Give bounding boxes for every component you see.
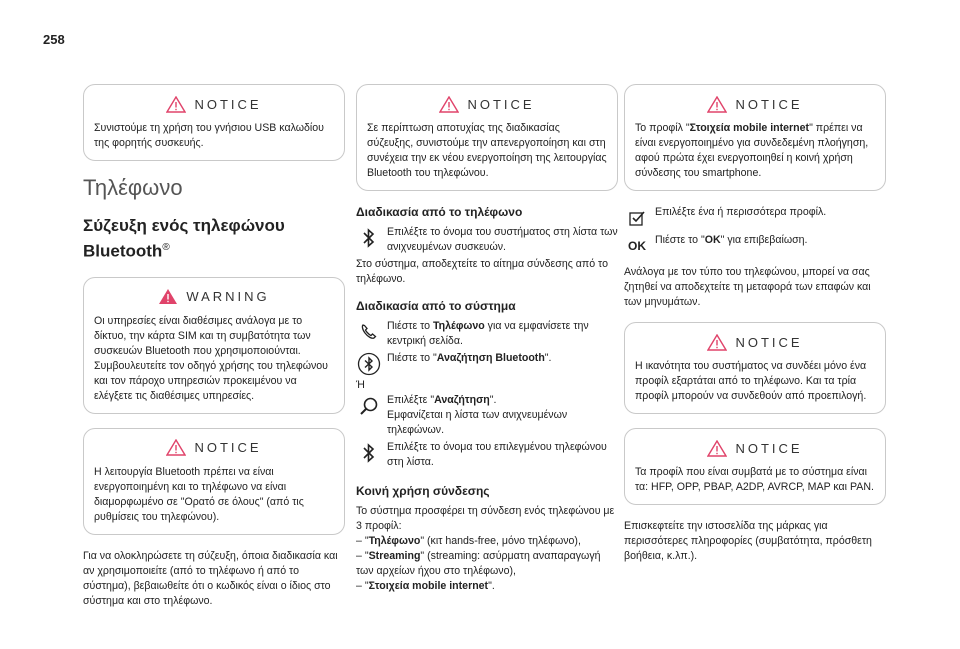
notice-title: NOTICE [194, 440, 262, 456]
bluetooth-search-icon [357, 352, 381, 376]
step-select-system: Επιλέξτε το όνομα του συστήματος στη λίστα των ανιχνευμένων συσκευών. [356, 225, 618, 255]
profile-item: – "Streaming" (streaming: ασύρματη αναπαραγωγή των αρχείων ήχου στο τηλέφωνο), [356, 550, 601, 577]
notice-title: NOTICE [194, 96, 262, 112]
notice-box-mobile-internet [624, 84, 886, 191]
ok-icon: OK [628, 239, 646, 253]
page-heading: Σύζευξη ενός τηλεφώνου Bluetooth® [83, 216, 285, 261]
phone-handset-icon [360, 323, 378, 341]
notice-title: NOTICE [735, 334, 803, 350]
shared-intro: Το σύστημα προσφέρει τη σύνδεση ενός τηλεφώνου με 3 προφίλ: [356, 505, 615, 532]
search-icon [359, 396, 379, 416]
warning-header [94, 286, 334, 308]
notice-box-usb [83, 84, 345, 161]
step-select-phone: Επιλέξτε το όνομα του επιλεγμένου τηλεφώνου στη λίστα. [356, 440, 618, 470]
notice-header [635, 331, 875, 353]
column-middle [356, 84, 618, 594]
notice-title: NOTICE [467, 96, 535, 112]
checkbox-edit-icon [628, 209, 646, 227]
heading-shared-connection: Κοινή χρήση σύνδεσης [356, 484, 490, 498]
website-paragraph: Επισκεφτείτε την ιστοσελίδα της μάρκας για περισσότερες πληροφορίες (συμβατότητα, πρόσθετη βοήθεια, κ.λπ.). [624, 520, 872, 562]
heading-procedure-phone: Διαδικασία από το τηλέφωνο [356, 205, 523, 219]
notice-box-compatible-profiles [624, 428, 886, 505]
step-search: Επιλέξτε "Αναζήτηση". Εμφανίζεται η λίστα των ανιχνευμένων τηλεφώνων. [356, 393, 618, 438]
step-press-phone: Πιέστε το Τηλέφωνο για να εμφανίσετε την κεντρική σελίδα. [356, 319, 618, 349]
notice-header [635, 437, 875, 459]
notice-box-failure [356, 84, 618, 191]
notice-text: Τα προφίλ που είναι συμβατά με το σύστημα είναι τα: HFP, OPP, PBAP, A2DP, AVRCP, MAP και PAN. [635, 466, 874, 493]
heading-procedure-system: Διαδικασία από το σύστημα [356, 299, 516, 313]
contacts-paragraph: Ανάλογα με τον τύπο του τηλεφώνου, μπορεί να σας ζητηθεί να αποδεχτείτε τη μεταφορά των επαφών και των μηνυμάτων. [624, 266, 871, 308]
notice-header [367, 93, 607, 115]
profile-item: – "Στοιχεία mobile internet". [356, 580, 495, 592]
notice-text: Συνιστούμε τη χρήση του γνήσιου USB καλωδίου της φορητής συσκευής. [94, 122, 324, 149]
bluetooth-icon [363, 228, 375, 248]
accept-paragraph: Στο σύστημα, αποδεχτείτε το αίτημα σύνδεσης από το τηλέφωνο. [356, 258, 608, 285]
notice-box-bluetooth [83, 428, 345, 535]
step-select-profiles: Επιλέξτε ένα ή περισσότερα προφίλ. [624, 205, 886, 231]
column-left [83, 84, 345, 621]
warning-triangle-icon [166, 96, 186, 113]
column-right [624, 84, 886, 576]
notice-text: Η λειτουργία Bluetooth πρέπει να είναι ενεργοποιημένη και το τηλέφωνο να είναι διαμορφωμένο σε "Ορατό σε όλους" (από τις ρυθμίσεις του τηλεφώνου). [94, 465, 304, 523]
section-title: Τηλέφωνο [83, 175, 183, 200]
pairing-paragraph: Για να ολοκληρώσετε τη σύζευξη, όποια διαδικασία και αν χρησιμοποιείτε (από το τηλέφωνο ή από το σύστημα), βεβαιωθείτε ότι ο κωδικός είναι ο ίδιος στο σύστημα και στο τηλέφωνο. [83, 549, 338, 607]
notice-header [635, 93, 875, 115]
page-number: 258 [43, 32, 65, 47]
bluetooth-icon [363, 443, 375, 463]
warning-title: WARNING [186, 289, 270, 305]
profile-item: – "Τηλέφωνο" (κιτ hands-free, μόνο τηλέφωνο), [356, 535, 581, 547]
notice-text: Η ικανότητα του συστήματος να συνδέει μόνο ένα προφίλ εξαρτάται από το τηλέφωνο. Και τα τρία προφίλ μπορούν να συνδεθούν από προεπιλογή. [635, 360, 867, 402]
warning-triangle-icon [707, 440, 727, 457]
warning-triangle-icon [707, 334, 727, 351]
warning-text: Οι υπηρεσίες είναι διαθέσιμες ανάλογα με το δίκτυο, την κάρτα SIM και τη συμβατότητα των συσκευών Bluetooth που χρησιμοποιούνται. Συμβουλευτείτε τον οδηγό χρήσης του τηλεφώνου και τον πάροχο υπηρεσιών προκειμένου να ελέγξετε τις διαθέσιμες υπηρεσίες. [94, 314, 328, 402]
notice-title: NOTICE [735, 96, 803, 112]
notice-title: NOTICE [735, 440, 803, 456]
warning-box [83, 277, 345, 414]
notice-header [94, 437, 334, 459]
warning-triangle-icon [166, 439, 186, 456]
notice-header [94, 93, 334, 115]
notice-text: Το προφίλ "Στοιχεία mobile internet" πρέπει να είναι ενεργοποιημένο για συνδεδεμένη πλοήγηση, αφού πρώτα έχει ενεργοποιηθεί η κοινή χρήση σύνδεσης του smartphone. [635, 122, 869, 179]
or-separator: Ή [356, 379, 365, 391]
step-press-ok: OK Πιέστε το "OK" για επιβεβαίωση. [628, 234, 808, 253]
warning-triangle-icon [439, 96, 459, 113]
notice-text: Σε περίπτωση αποτυχίας της διαδικασίας σύζευξης, συνιστούμε την απενεργοποίηση και στη συνέχεια την εκ νέου ενεργοποίηση της λειτουργίας Bluetooth του τηλεφώνου. [367, 122, 607, 179]
warning-filled-triangle-icon [158, 288, 178, 305]
warning-triangle-icon [707, 96, 727, 113]
step-bluetooth-search: Πιέστε το "Αναζήτηση Bluetooth". [356, 351, 618, 377]
notice-box-profile-capability [624, 322, 886, 414]
